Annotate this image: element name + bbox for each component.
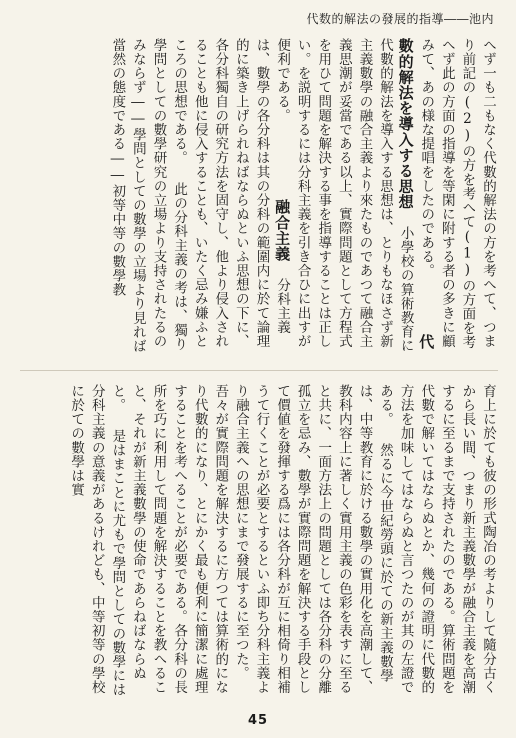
paragraph: 吾々が實際問題を解決するに方つては算術的になり代數的になり、とにかく最も便利に簡潔に處理することを考へることが必要である。各分科の長所を巧に利用して問題を解決することを教へること、それが新主義數學の使命であらねばならぬと。 — [109, 384, 229, 695]
page-number: 45 — [247, 713, 269, 728]
lower-text-block — [10, 384, 498, 706]
paragraph: 小學校の算術教育に代數的解法を導入する思想は、とりもなほさず新主義數學の融合主義より來たものであつて融合主義思潮が妥當である以上、實際問題として方程式を用ひて問題を解決する事を指導することは正しい。を説明するには分科主義を引き合ひに出すが便利である。 — [274, 38, 414, 354]
subsection-heading: 融合主義 — [273, 199, 292, 262]
paragraph: 是はまことに尤もで學問としての數學には分科主義の意義があるけれども、中等初等の學校に於ての數學は實 — [68, 384, 126, 697]
section-heading: 代數的解法を導入する思想 — [396, 38, 436, 350]
paragraph: 育上に於ても彼の形式陶冶の考よりして隨分古くから長い間、つまり新主義數學が融合主義を高潮するに至るまで支持されたのである。算術問題を代數で解いてはならぬとか、幾何の證明に代數的方法を加味してはならぬと言つたのが其の左證である。 — [377, 384, 496, 695]
upper-text-block — [10, 38, 498, 360]
paragraph: へず一も二もなく代數的解法の方を考へて、つまり前記の(2)の方を考へて(1)の方面を考へず此の方面の指導を等閑に附する者の多きに顧みて、あの様な提唱をしたのである。 — [418, 38, 496, 350]
running-head: 代数的解法の發展的指導――池内 — [306, 12, 494, 26]
paragraph: 此の分科主義の考は、獨り學問としての數學研究の立場より支持されたるのみならず――學問としての數學の立場より見れば當然の態度である――初等中等の數學教 — [109, 38, 188, 354]
section-divider — [20, 370, 498, 371]
paragraph: 然るに今世紀勞頭に於ての新主義數學は、中等教育に於ける數學の實用化を高潮して、教科内容上に著しく實用主義の色彩を表すに至ると共に、一面方法上の問題としては各分科の分離孤立を忌み、數學が實際問題を解決する手段として價値を發揮する爲には各分科が互に相倚り相補うて行くことが必要とするといふ即ち分科主義より融合主義への思想にまで發展するに至つた。 — [232, 384, 394, 695]
paragraph: 分科主義は、數學の各分科は其の分科の範圍内に於て論理的に築き上げられねばならぬといふ思想の下に、各分科獨自の研究方法を固守し、他より侵入されることも他に侵入することも、いたく忌み嫌ふところの思想である。 — [171, 38, 291, 349]
